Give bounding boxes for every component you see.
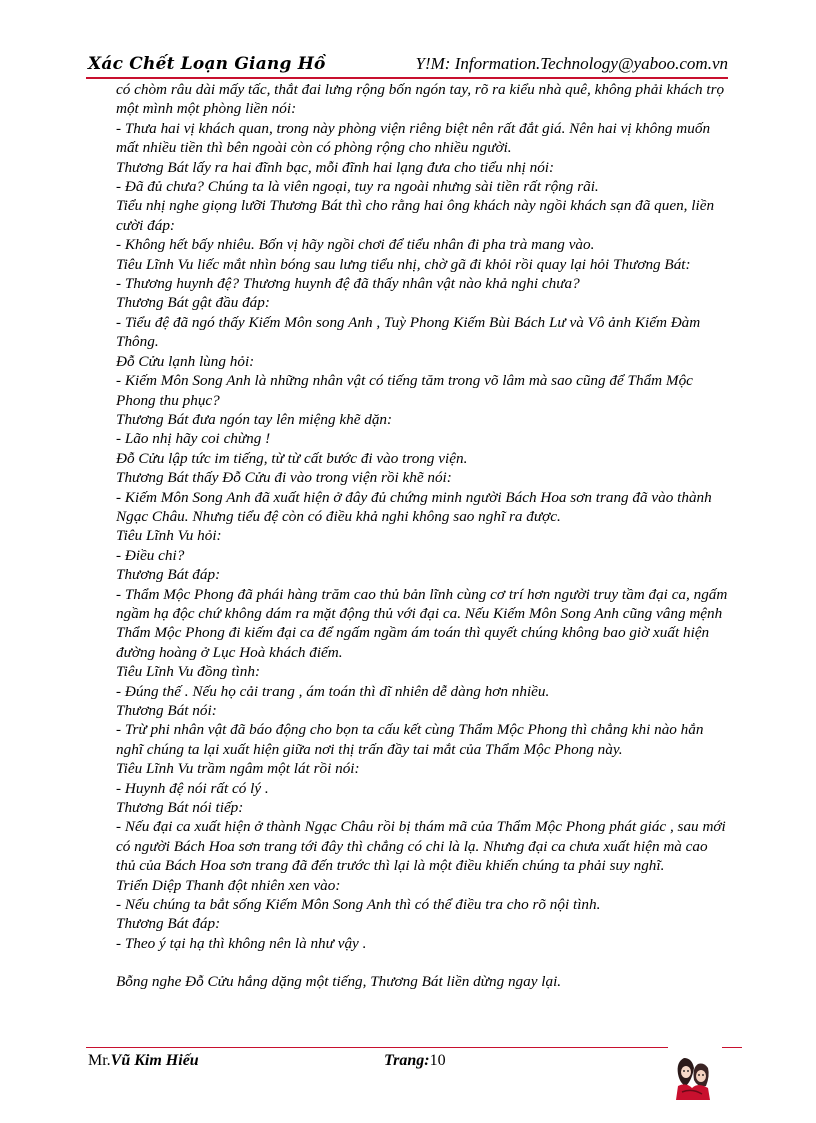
paragraph: Thương Bát đáp: [116, 915, 221, 933]
paragraph: Tiêu Lĩnh Vu trầm ngâm một lát rồi nói: [116, 760, 360, 778]
paragraph: Tiêu Lĩnh Vu liếc mắt nhìn bóng sau lưng tiểu nhị, chờ gã đi khỏi rồi quay lại hỏi Thương Bát: [116, 255, 691, 273]
paragraph: - Tiểu đệ đã ngó thấy Kiếm Môn song Anh , Tuỳ Phong Kiếm Bùi Bách Lư và Vô ảnh Kiếm Đàm Thông. [116, 313, 701, 351]
paragraph: Thương Bát lấy ra hai đĩnh bạc, mỗi đĩnh hai lạng đưa cho tiểu nhị nói: [116, 158, 555, 176]
paragraph: - Lão nhị hãy coi chừng ! [116, 430, 271, 448]
contact-email: Y!M: Information.Technology@yaboo.com.vn [415, 54, 728, 73]
paragraph: - Đã đủ chưa? Chúng ta là viên ngoại, tuy ra ngoài nhưng sài tiền rất rộng rãi. [116, 178, 599, 196]
page-header [88, 52, 728, 78]
paragraph: Đỗ Cửu lạnh lùng hỏi: [116, 352, 255, 370]
paragraph: Thương Bát đưa ngón tay lên miệng khẽ dặn: [116, 410, 393, 428]
page-indicator [384, 1052, 446, 1070]
paragraph: - Thương huynh đệ? Thương huynh đệ đã thấy nhân vật nào khả nghi chưa? [116, 275, 580, 293]
paragraph: Thương Bát thấy Đỗ Cửu đi vào trong viện rồi khẽ nói: [116, 469, 452, 487]
footer-author [88, 1052, 199, 1070]
page-label: Trang: [384, 1052, 430, 1069]
paragraph: - Kiếm Môn Song Anh là những nhân vật có tiếng tăm trong võ lâm mà sao cũng để Thẩm Mộc Phong thu phục? [116, 372, 693, 409]
paragraph: - Nếu đại ca xuất hiện ở thành Ngạc Châu rồi bị thám mã của Thẩm Mộc Phong phát giác , sau mới có người Bách Hoa sơn trang tới đây thì chẳng có chi là lạ. Nhưng đại ca chưa xuất hiện mà cao thủ của Bách Hoa sơn trang đã đến trước thì lại là một điều khiến chúng ta phải suy nghĩ. [116, 818, 726, 875]
paragraph: - Đúng thế . Nếu họ cải trang , ám toán thì dĩ nhiên dễ dàng hơn nhiều. [116, 682, 550, 700]
paragraph: Triển Diệp Thanh đột nhiên xen vào: [116, 876, 341, 894]
paragraph: Thương Bát nói: [116, 702, 217, 719]
paragraph: Bỗng nghe Đỗ Cửu hắng dặng một tiếng, Thương Bát liền dừng ngay lại. [116, 973, 562, 991]
paragraph: có chòm râu dài mấy tấc, thắt đai lưng rộng bốn ngón tay, rõ ra kiểu nhà quê, không phải khách trọ một mình một phòng liền nói: [116, 81, 725, 118]
paragraph: Thương Bát gật đầu đáp: [116, 294, 270, 312]
paragraph: - Nếu chúng ta bắt sống Kiếm Môn Song Anh thì có thể điều tra cho rõ nội tình. [116, 896, 601, 914]
paragraph: - Điều chi? [116, 546, 185, 564]
paragraph: Tiểu nhị nghe giọng lưỡi Thương Bát thì cho rằng hai ông khách này ngồi khách sạn đã quen, liền cười đáp: [116, 197, 715, 234]
author-name: Vũ Kim Hiếu [110, 1052, 199, 1069]
page-number: 10 [429, 1052, 446, 1069]
paragraph: Thương Bát nói tiếp: [116, 799, 244, 817]
book-title: Xác Chết Loạn Giang Hồ [88, 54, 326, 74]
paragraph: - Theo ý tại hạ thì không nên là như vậy . [116, 934, 367, 952]
author-prefix: Mr. [88, 1052, 111, 1069]
footer-divider [86, 1047, 668, 1048]
paragraph: - Huynh đệ nói rất có lý . [116, 779, 269, 797]
paragraph: - Không hết bấy nhiêu. Bốn vị hãy ngồi chơi để tiểu nhân đi pha trà mang vào. [116, 236, 595, 254]
paragraph: Tiêu Lĩnh Vu đồng tình: [116, 663, 261, 681]
paragraph: Tiêu Lĩnh Vu hỏi: [116, 527, 222, 545]
paragraph: - Trừ phi nhân vật đã báo động cho bọn ta cấu kết cùng Thẩm Mộc Phong thì chẳng khi nào hắn nghĩ chúng ta lại xuất hiện giữa nơi thị trấn đầy tai mắt của Thẩm Mộc Phong này. [116, 721, 704, 758]
paragraph: - Thưa hai vị khách quan, trong này phòng viện riêng biệt nên rất đắt giá. Nên hai vị không muốn mất nhiều tiền thì bên ngoài còn có phòng rộng cho nhiều người. [116, 119, 711, 157]
paragraph: - Thẩm Mộc Phong đã phái hàng trăm cao thủ bản lĩnh cùng cơ trí hơn người truy tầm đại ca, ngấm ngầm hạ độc chứ không dám ra mặt động thủ với đại ca. Nếu Kiếm Môn Song Anh cũng vâng mệnh Thẩm Mộc Phong đi kiếm đại ca để ngấm ngầm ám toán thì quyết chúng không bao giờ xuất hiện đường hoàng ở Lục Hoà khách điếm. [116, 585, 728, 661]
paragraph: Đỗ Cửu lập tức im tiếng, từ từ cất bước đi vào trong viện. [116, 449, 468, 467]
anime-couple-icon [672, 1054, 712, 1100]
paragraph: Thương Bát đáp: [116, 566, 221, 584]
header-divider [86, 77, 728, 79]
story-body [116, 80, 728, 992]
footer-divider-end [722, 1047, 742, 1048]
paragraph: - Kiếm Môn Song Anh đã xuất hiện ở đây đủ chứng minh người Bách Hoa sơn trang đã vào thành Ngạc Châu. Nhưng tiểu đệ còn có điều khả nghi không sao nghĩ ra được. [116, 488, 712, 525]
